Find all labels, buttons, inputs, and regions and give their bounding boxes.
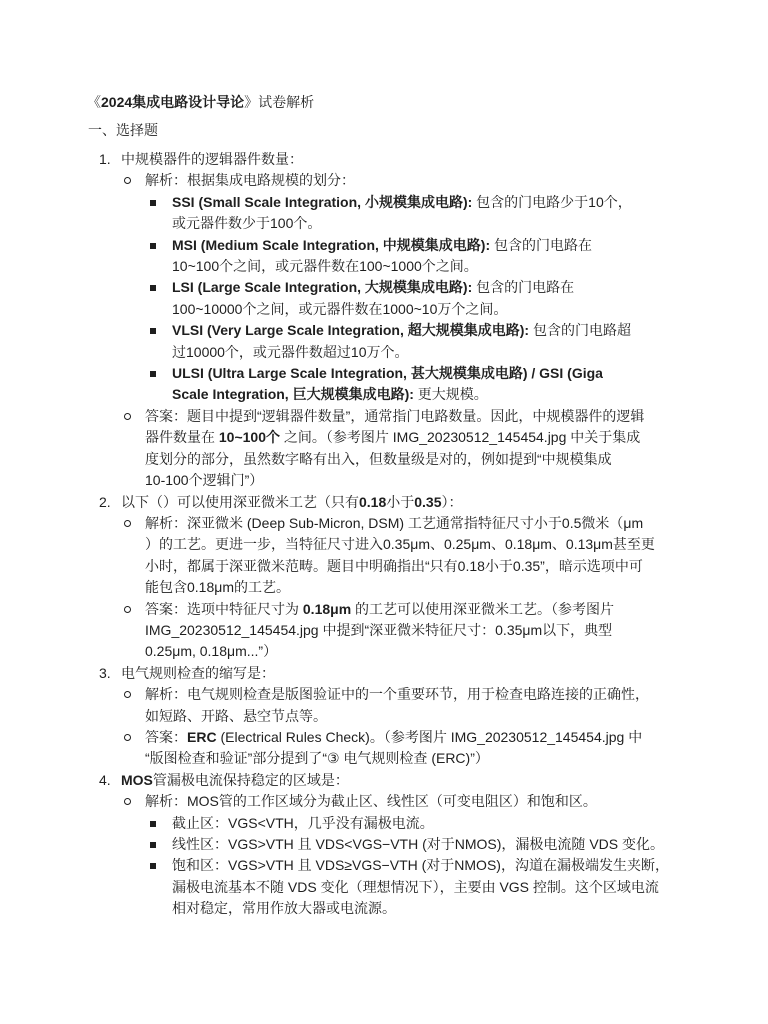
stem-highlight: 0.35: [414, 493, 442, 510]
section-heading: 一、选择题: [88, 122, 158, 138]
document-body: [87, 92, 712, 920]
scale-item-ulsi: [145, 363, 712, 406]
analysis-item: [121, 170, 712, 405]
scale-term: LSI (Large Scale Integration, 大规模集成电路):: [172, 279, 473, 296]
question-4: [87, 770, 712, 920]
analysis-item: [121, 791, 712, 919]
stem-text: 管漏极电流保持稳定的区域是：: [152, 771, 349, 788]
scale-term: SSI (Small Scale Integration, 小规模集成电路):: [172, 193, 473, 210]
question-stem: 中规模器件的逻辑器件数量：: [121, 151, 303, 167]
answer-text: 器件数量在: [145, 429, 219, 446]
question-stem: [121, 492, 712, 513]
answer-highlight: 10~100个: [218, 429, 280, 446]
answer-text-line: 10-100个逻辑门”）: [145, 472, 264, 489]
square-bullet-icon: [150, 863, 156, 869]
scale-desc-line: 或元器件数少于100个。: [172, 215, 322, 232]
square-bullet-icon: [150, 328, 156, 334]
analysis-text: 解析：根据集成电路规模的划分：: [145, 172, 355, 189]
stem-text: ）：: [441, 493, 463, 510]
square-bullet-icon: [150, 821, 156, 827]
scale-term-line: ULSI (Ultra Large Scale Integration, 甚大规模集成电路) / GSI (Giga: [172, 365, 603, 382]
scale-item-msi: [145, 235, 712, 278]
question-1: [87, 149, 712, 492]
scale-desc-line: 包含的门电路在: [472, 279, 575, 296]
hollow-circle-bullet-icon: [124, 520, 131, 527]
scale-term-line: Scale Integration, 巨大规模集成电路):: [172, 386, 414, 403]
hollow-circle-bullet-icon: [124, 606, 131, 613]
hollow-circle-bullet-icon: [124, 734, 131, 741]
scale-desc-line: 更大规模。: [413, 386, 488, 403]
analysis-text-line: 能包含0.18μm的工艺。: [145, 579, 290, 596]
scale-desc-line: 过10000个，或元器件数超过10万个。: [172, 343, 409, 360]
scale-item-vlsi: [145, 320, 712, 363]
answer-highlight: ERC: [187, 728, 217, 745]
answer-text: 答案：: [145, 728, 187, 745]
answer-text-line: 0.25μm, 0.18μm...”）: [145, 643, 278, 660]
answer-item: [121, 406, 712, 492]
answer-text-line: “版图检查和验证”部分提到了“③ 电气规则检查 (ERC)”）: [145, 750, 489, 767]
analysis-text-line: 解析：深亚微米 (Deep Sub-Micron, DSM) 工艺通常指特征尺寸小于0.5微米（μm: [145, 514, 644, 531]
analysis-text-line: ）的工艺。更进一步，当特征尺寸进入0.35μm、0.25μm、0.18μm、0.13μm甚至更: [145, 536, 655, 553]
answer-text-line: 答案：题目中提到“逻辑器件数量”，通常指门电路数量。因此，中规模器件的逻辑: [145, 407, 645, 424]
scale-desc-line: 包含的门电路在: [490, 236, 593, 253]
region-item-linear: [145, 834, 712, 855]
title-prefix: 《: [87, 94, 101, 110]
region-item-saturation: [145, 855, 712, 919]
stem-text: 以下（）可以使用深亚微米工艺（只有: [121, 493, 359, 510]
region-text-line: 漏极电流基本不随 VDS 变化（理想情况下），主要由 VGS 控制。这个区域电流: [172, 878, 659, 895]
region-item-cutoff: [145, 813, 712, 834]
answer-text-line: 度划分的部分，虽然数字略有出入，但数量级是对的，例如提到“中规模集成: [145, 450, 612, 467]
scale-term: MSI (Medium Scale Integration, 中规模集成电路):: [172, 236, 491, 253]
hollow-circle-bullet-icon: [124, 691, 131, 698]
stem-highlight: MOS: [121, 771, 153, 788]
scale-desc-line: 100~10000个之间，或元器件数在1000~10万个之间。: [172, 300, 508, 317]
answer-item: [121, 599, 712, 663]
stem-highlight: 0.18: [359, 493, 387, 510]
question-number: 4.: [99, 771, 111, 788]
answer-text-line: IMG_20230512_145454.jpg 中提到“深亚微米特征尺寸：0.35μm以下，典型: [145, 621, 613, 638]
square-bullet-icon: [150, 200, 156, 206]
scale-desc-line: 包含的门电路超: [529, 322, 631, 339]
document-title: [87, 92, 712, 113]
scale-item-lsi: [145, 277, 712, 320]
hollow-circle-bullet-icon: [124, 413, 131, 420]
answer-item: [121, 727, 712, 770]
answer-text: 答案：选项中特征尺寸为: [145, 600, 303, 617]
square-bullet-icon: [150, 285, 156, 291]
square-bullet-icon: [150, 243, 156, 249]
question-number: 3.: [99, 664, 111, 681]
analysis-item: [121, 684, 712, 727]
answer-text: (Electrical Rules Check)。（参考图片 IMG_20230512_145454.jpg 中: [216, 728, 643, 745]
region-text-line: 相对稳定，常用作放大器或电流源。: [172, 900, 396, 917]
analysis-text-line: 如短路、开路、悬空节点等。: [145, 707, 327, 724]
hollow-circle-bullet-icon: [124, 798, 131, 805]
region-text-line: 饱和区：VGS>VTH 且 VDS≥VGS−VTH (对于NMOS)，沟道在漏极端发生夹断，: [172, 857, 669, 874]
analysis-text: 解析：MOS管的工作区域分为截止区、线性区（可变电阻区）和饱和区。: [145, 793, 597, 810]
answer-highlight: 0.18μm: [302, 600, 352, 617]
question-number: 2.: [99, 493, 111, 510]
square-bullet-icon: [150, 842, 156, 848]
question-stem: [121, 770, 712, 791]
scale-desc-line: 10~100个之间，或元器件数在100~1000个之间。: [172, 258, 478, 275]
square-bullet-icon: [150, 371, 156, 377]
scale-term: VLSI (Very Large Scale Integration, 超大规模集成电路):: [172, 322, 530, 339]
question-3: [87, 663, 712, 770]
analysis-text-line: 解析：电气规则检查是版图验证中的一个重要环节，用于检查电路连接的正确性，: [145, 686, 649, 703]
scale-desc-line: 包含的门电路少于10个，: [472, 193, 632, 210]
hollow-circle-bullet-icon: [124, 177, 131, 184]
scale-term: [172, 365, 603, 402]
region-text-line: 线性区：VGS>VTH 且 VDS<VGS−VTH (对于NMOS)，漏极电流随 VDS 变化。: [172, 836, 665, 852]
stem-text: 小于: [386, 493, 415, 510]
answer-text: 的工艺可以使用深亚微米工艺。（参考图片: [351, 600, 615, 617]
question-number: 1.: [99, 151, 111, 167]
analysis-text-line: 小时，都属于深亚微米范畴。题目中明确指出“只有0.18小于0.35”，暗示选项中可: [145, 557, 643, 574]
analysis-item: [121, 513, 712, 599]
answer-text: 之间。（参考图片 IMG_20230512_145454.jpg 中关于集成: [280, 429, 641, 446]
question-stem: 电气规则检查的缩写是：: [121, 664, 275, 681]
title-bold: 2024集成电路设计导论: [101, 94, 245, 110]
scale-item-ssi: [145, 192, 712, 235]
question-2: [87, 492, 712, 663]
region-text-line: 截止区：VGS<VTH，几乎没有漏极电流。: [172, 814, 434, 831]
title-suffix: 》试卷解析: [244, 94, 315, 110]
